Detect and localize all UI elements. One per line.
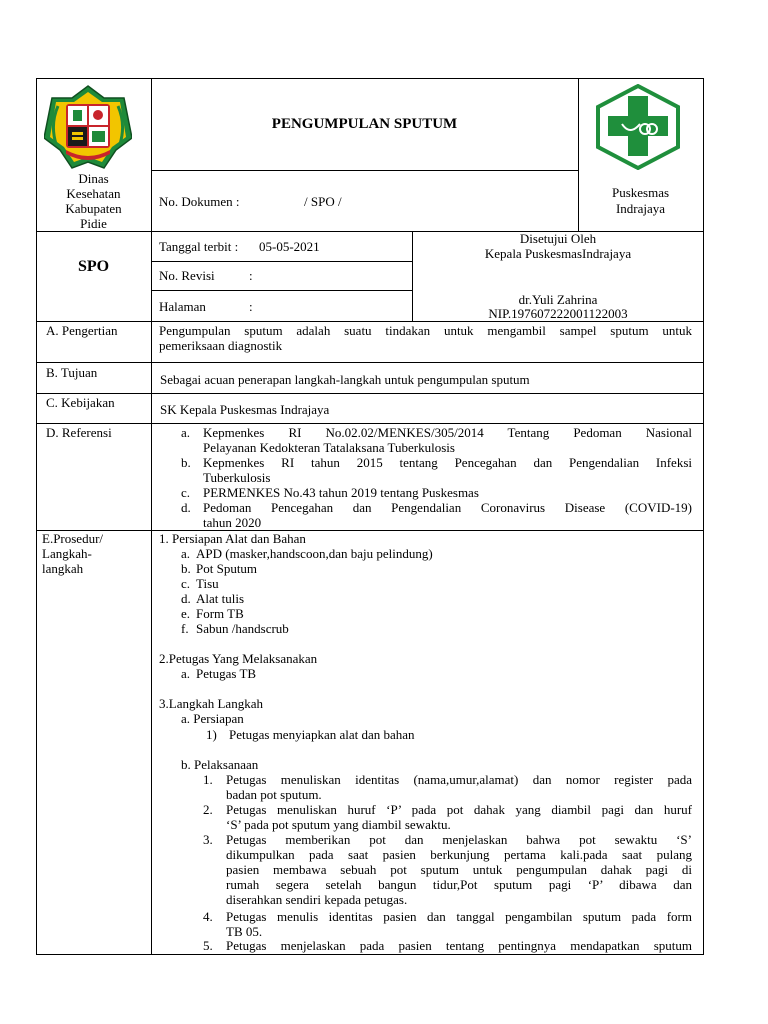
right-org-line-1: Puskesmas	[611, 185, 670, 200]
persiapan-heading: a. Persiapan	[181, 711, 244, 726]
alat-heading: 1. Persiapan Alat dan Bahan	[159, 531, 306, 546]
doc-number-value: / SPO /	[304, 194, 342, 209]
referensi-line: PERMENKES No.43 tahun 2019 tentang Puskesmas	[203, 485, 479, 500]
pelaksanaan-line: TB 05.	[226, 924, 263, 939]
referensi-marker: d.	[181, 500, 191, 515]
referensi-line: Kepmenkes RI tahun 2015 tentang Pencegahan dan Pengendalian Infeksi	[203, 455, 692, 470]
alat-marker: a.	[181, 546, 191, 561]
pelaksanaan-line: Petugas memberikan pot dan menjelaskan bahwa pot sewaktu ‘S’	[226, 832, 692, 847]
persiapan-item: Petugas menyiapkan alat dan bahan	[229, 727, 415, 742]
alat-item: Tisu	[196, 576, 219, 591]
approver-nip: NIP.197607222001122003	[488, 306, 628, 321]
petugas-heading: 2.Petugas Yang Melaksanakan	[159, 651, 318, 666]
pelaksanaan-line: ‘S’ pada pot sputum yang diambil sewaktu.	[226, 817, 451, 832]
prosedur-label-1: E.Prosedur/	[42, 531, 104, 546]
petugas-item: Petugas TB	[196, 666, 257, 681]
pelaksanaan-line: dikumpulkan pada saat pasien berkunjung pertama kali.pada saat pulang	[226, 847, 692, 862]
tujuan-label: B. Tujuan	[46, 365, 98, 380]
left-org-line-4: Pidie	[80, 216, 107, 231]
alat-item: Form TB	[196, 606, 244, 621]
referensi-line: Pedoman Pencegahan dan Pengendalian Coronavirus Disease (COVID-19)	[203, 500, 692, 515]
alat-item: Pot Sputum	[196, 561, 258, 576]
kebijakan-text: SK Kepala Puskesmas Indrajaya	[160, 402, 330, 417]
referensi-line: Tuberkulosis	[203, 470, 271, 485]
alat-marker: f.	[181, 621, 189, 636]
alat-marker: d.	[181, 591, 191, 606]
pelaksanaan-line: pasien membawa sebuah pot sputum untuk pengumpulan dahak pagi di	[226, 862, 692, 877]
revisi-separator: :	[249, 268, 253, 283]
left-org-line-1: Dinas	[78, 171, 109, 186]
referensi-label: D. Referensi	[46, 425, 112, 440]
pelaksanaan-marker: 1.	[203, 772, 213, 787]
spo-label: SPO	[77, 258, 110, 275]
pelaksanaan-line: diserahkan sendiri kepada petugas.	[226, 892, 408, 907]
doc-number-label: No. Dokumen :	[159, 194, 240, 209]
pengertian-line-2: pemeriksaan diagnostik	[159, 338, 283, 353]
pelaksanaan-line: Petugas menulis identitas pasien dan tanggal pengambilan sputum pada form	[226, 909, 692, 924]
pelaksanaan-line: badan pot sputum.	[226, 787, 322, 802]
prosedur-label-3: langkah	[42, 561, 84, 576]
pelaksanaan-marker: 5.	[203, 938, 213, 953]
petugas-marker: a.	[181, 666, 191, 681]
left-org-line-2: Kesehatan	[66, 186, 121, 201]
persiapan-marker: 1)	[206, 727, 217, 742]
alat-item: APD (masker,handscoon,dan baju pelindung)	[196, 546, 433, 561]
pelaksanaan-line: Petugas menuliskan huruf ‘P’ pada pot dahak yang diambil pagi dan huruf	[226, 802, 692, 817]
pelaksanaan-line: rumah segera setelah bangun tidur,Pot sputum pagi ‘P’ dibawa dan	[226, 877, 692, 892]
pelaksanaan-marker: 3.	[203, 832, 213, 847]
alat-item: Sabun /handscrub	[196, 621, 289, 636]
halaman-label: Halaman	[159, 299, 206, 314]
referensi-marker: c.	[181, 485, 191, 500]
referensi-line: Pelayanan Kedokteran Tatalaksana Tuberkulosis	[203, 440, 455, 455]
approver-title: Kepala PuskesmasIndrajaya	[484, 246, 632, 261]
left-org-line-3: Kabupaten	[65, 201, 122, 216]
pelaksanaan-marker: 4.	[203, 909, 213, 924]
referensi-marker: b.	[181, 455, 191, 470]
tujuan-text: Sebagai acuan penerapan langkah-langkah untuk pengumpulan sputum	[160, 372, 530, 387]
prosedur-label-2: Langkah-	[42, 546, 92, 561]
alat-marker: c.	[181, 576, 191, 591]
pelaksanaan-marker: 2.	[203, 802, 213, 817]
revisi-label: No. Revisi	[159, 268, 215, 283]
alat-marker: b.	[181, 561, 191, 576]
referensi-line: tahun 2020	[203, 515, 262, 530]
approved-by: Disetujui Oleh	[519, 231, 597, 246]
pidie-emblem-logo	[44, 84, 132, 170]
right-org-line-2: Indrajaya	[615, 201, 666, 216]
pelaksanaan-line: Petugas menjelaskan pada pasien tentang pentingnya mendapatkan sputum	[226, 938, 692, 953]
pengertian-label: A. Pengertian	[46, 323, 118, 338]
tanggal-label: Tanggal terbit :	[159, 239, 239, 254]
pelaksanaan-heading: b. Pelaksanaan	[181, 757, 259, 772]
alat-marker: e.	[181, 606, 191, 621]
referensi-marker: a.	[181, 425, 191, 440]
langkah-heading: 3.Langkah Langkah	[159, 696, 263, 711]
pelaksanaan-line: Petugas menuliskan identitas (nama,umur,alamat) dan nomor register pada	[226, 772, 692, 787]
pengertian-line-1: Pengumpulan sputum adalah suatu tindakan untuk mengambil sampel sputum untuk	[159, 323, 692, 338]
kebijakan-label: C. Kebijakan	[46, 395, 115, 410]
puskesmas-logo	[594, 84, 682, 170]
alat-item: Alat tulis	[196, 591, 245, 606]
approver-name: dr.Yuli Zahrina	[518, 292, 598, 307]
halaman-separator: :	[249, 299, 253, 314]
document-title: PENGUMPULAN SPUTUM	[271, 116, 458, 132]
referensi-line: Kepmenkes RI No.02.02/MENKES/305/2014 Tentang Pedoman Nasional	[203, 425, 692, 440]
tanggal-value: 05-05-2021	[259, 239, 320, 254]
